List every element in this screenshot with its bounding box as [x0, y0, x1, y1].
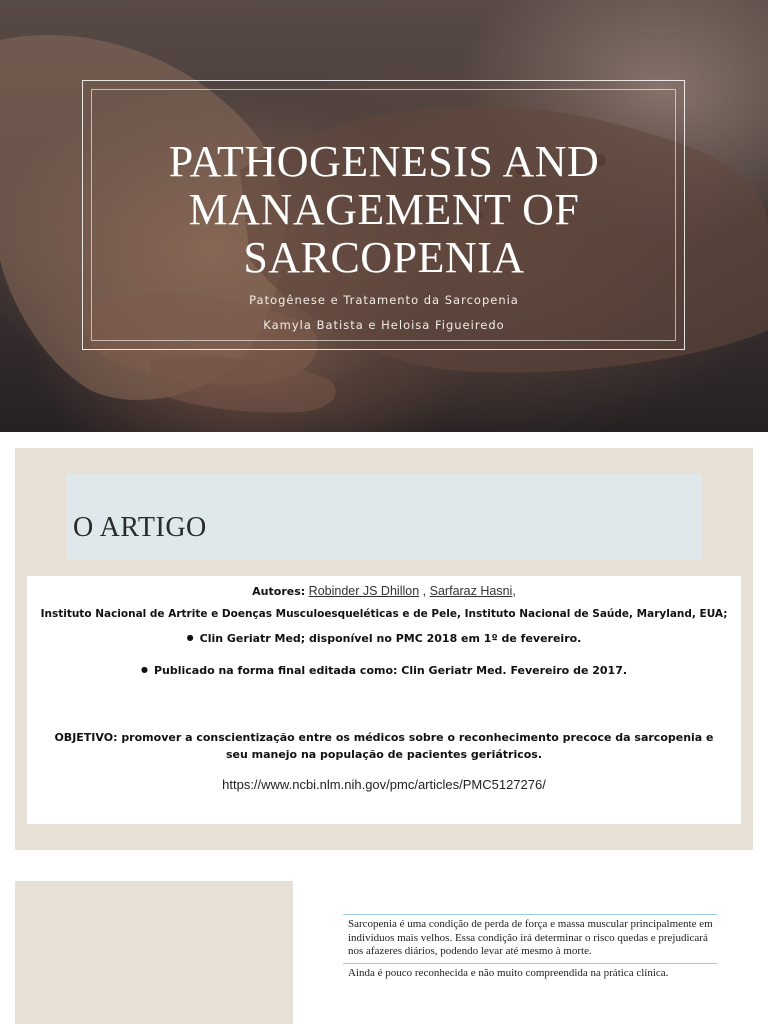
objective-label: OBJETIVO:	[54, 731, 118, 744]
bullet-item	[27, 664, 741, 677]
presentation-authors: Kamyla Batista e Heloisa Figueiredo	[263, 318, 505, 332]
intro-paragraph: Ainda é pouco reconhecida e não muito compreendida na prática clínica.	[343, 963, 717, 985]
author-separator: ,	[422, 584, 427, 598]
bullet-text: Clin Geriatr Med; disponível no PMC 2018 em 1º de fevereiro.	[199, 632, 582, 645]
article-slide	[15, 448, 753, 850]
objective-paragraph	[47, 729, 721, 763]
slide-heading: O ARTIGO	[73, 512, 207, 543]
article-url-link[interactable]: https://www.ncbi.nlm.nih.gov/pmc/articles/PMC5127276/	[222, 777, 546, 792]
author-end: ,	[512, 584, 516, 598]
bullet-icon: ●	[140, 665, 148, 674]
intro-paragraph: Sarcopenia é uma condição de perda de força e massa muscular principalmente em indivíduos mais velhos. Essa condição irá determinar o risco quedas e prejudicará nos afazeres diários, podendo levar até mesmo à morte.	[343, 914, 717, 963]
authors-line	[27, 584, 741, 598]
bullet-text: Publicado na forma final editada como: Clin Geriatr Med. Fevereiro de 2017.	[153, 664, 628, 677]
heading-box	[67, 474, 701, 560]
bullet-icon: ●	[186, 633, 194, 642]
intro-slide-panel	[15, 881, 293, 1024]
bullet-item	[27, 632, 741, 645]
author-link-hasni[interactable]: Sarfaraz Hasni	[429, 584, 513, 598]
title-slide	[0, 0, 768, 432]
authors-label: Autores:	[252, 585, 306, 598]
institution-line: Instituto Nacional de Artrite e Doenças Musculoesqueléticas e de Pele, Instituto Nacional de Saúde, Maryland, EUA;	[40, 608, 728, 620]
objective-text: promover a conscientização entre os médicos sobre o reconhecimento precoce da sarcopenia e seu manejo na população de pacientes geriátricos.	[121, 731, 714, 761]
intro-slide-text	[343, 914, 717, 984]
presentation-subtitle: Patogênese e Tratamento da Sarcopenia	[249, 293, 519, 307]
presentation-title: PATHOGENESIS AND MANAGEMENT OF SARCOPENIA	[168, 137, 600, 282]
author-link-dhillon[interactable]: Robinder JS Dhillon	[308, 584, 420, 598]
article-info-box	[27, 576, 741, 824]
